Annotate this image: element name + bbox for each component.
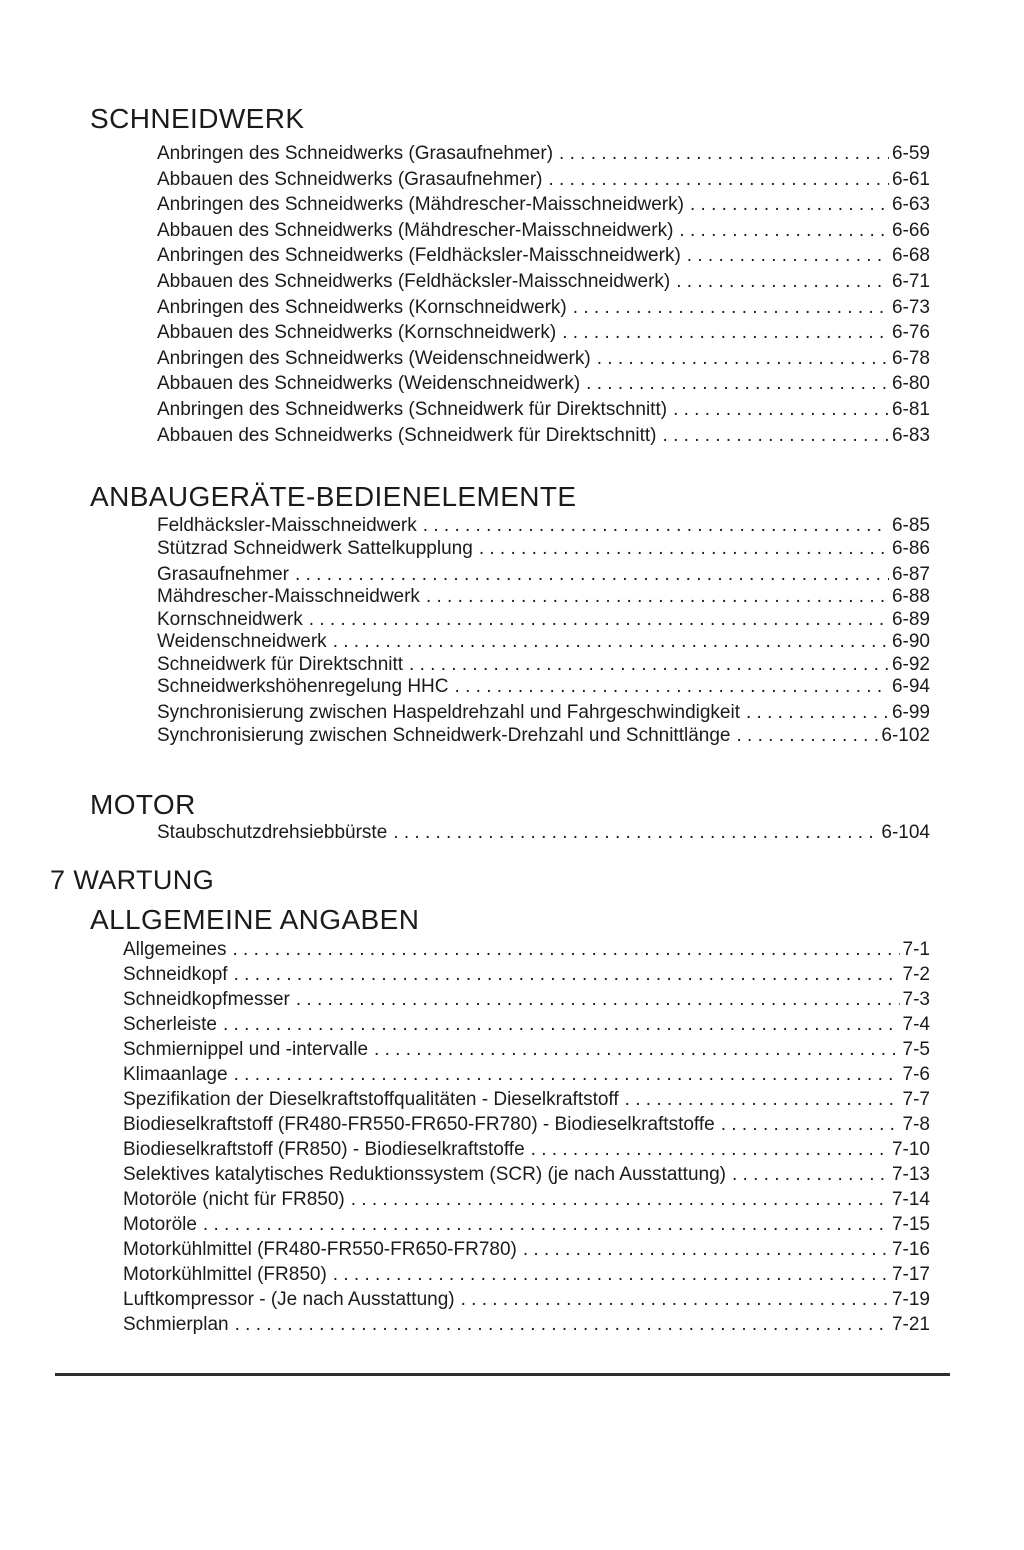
chapter-heading: 7 WARTUNG [50, 864, 215, 895]
toc-entry [157, 243, 930, 269]
entry-page-number: 6-99 [891, 702, 930, 724]
entry-title: Kornschneidwerk [157, 608, 303, 630]
toc-entry [157, 295, 930, 321]
entry-title: Anbringen des Schneidwerks (Schneidwerk für Direktschnitt) [157, 398, 668, 420]
dot-leader [409, 654, 889, 676]
entry-page-number: 7-3 [902, 988, 930, 1010]
entry-page-number: 6-59 [891, 143, 930, 164]
dot-leader [234, 1062, 900, 1087]
dot-leader [746, 702, 889, 724]
entry-page-number: 7-13 [891, 1163, 930, 1185]
entry-page-number: 6-71 [891, 270, 930, 292]
entry-page-number: 6-66 [891, 219, 930, 241]
entry-page-number: 7-2 [902, 963, 930, 985]
dot-leader [295, 564, 889, 586]
dot-leader [548, 167, 888, 193]
entry-title: Allgemeines [123, 938, 227, 960]
section-heading: ALLGEMEINE ANGABEN [90, 903, 420, 935]
toc-entry [123, 1162, 930, 1187]
entry-title: Klimaanlage [123, 1063, 228, 1085]
entry-title: Motoröle (nicht für FR850) [123, 1188, 345, 1210]
entry-title: Biodieselkraftstoff (FR480-FR550-FR650-FR780) - Biodieselkraftstoffe [123, 1113, 715, 1135]
entry-page-number: 7-15 [891, 1213, 930, 1235]
toc-entry [157, 269, 930, 295]
entry-title: Abbauen des Schneidwerks (Schneidwerk für Direktschnitt) [157, 424, 657, 446]
entry-page-number: 7-10 [891, 1138, 930, 1160]
entry-page-number: 7-17 [891, 1263, 930, 1285]
entry-title: Motorkühlmittel (FR850) [123, 1263, 327, 1285]
entry-page-number: 6-78 [891, 347, 930, 369]
entry-title: Spezifikation der Dieselkraftstoffqualitäten - Dieselkraftstoff [123, 1088, 619, 1110]
dot-leader [461, 1287, 889, 1312]
toc-section [0, 865, 1024, 896]
dot-leader [351, 1187, 889, 1212]
entry-page-number: 6-104 [881, 822, 930, 844]
entry-page-number: 6-68 [891, 245, 930, 267]
toc-entry [123, 1062, 930, 1087]
entry-title: Schneidkopfmesser [123, 988, 290, 1010]
entry-title: Schneidwerkshöhenregelung HHC [157, 675, 449, 697]
dot-leader [523, 1237, 889, 1262]
section-heading: ANBAUGERÄTE-BEDIENELEMENTE [90, 481, 577, 513]
entry-page-number: 6-81 [891, 398, 930, 420]
dot-leader [479, 538, 889, 560]
entry-page-number: 6-73 [891, 296, 930, 318]
toc-entry [157, 397, 930, 423]
dot-leader [586, 371, 889, 397]
dot-leader [690, 192, 889, 218]
entry-title: Abbauen des Schneidwerks (Feldhäcksler-Maisschneidwerk) [157, 270, 671, 292]
entry-title: Synchronisierung zwischen Schneidwerk-Drehzahl und Schnittlänge [157, 724, 731, 746]
dot-leader [676, 269, 889, 295]
entry-page-number: 6-87 [891, 563, 930, 585]
toc-entry [157, 564, 930, 586]
toc-entry [157, 654, 930, 676]
dot-leader [625, 1087, 900, 1112]
dot-leader [531, 1137, 889, 1162]
dot-leader [423, 515, 889, 537]
entry-title: Anbringen des Schneidwerks (Kornschneidwerk) [157, 296, 567, 318]
entry-title: Mähdrescher-Maisschneidwerk [157, 586, 420, 608]
toc-entry [157, 167, 930, 193]
toc-entry [123, 1187, 930, 1212]
dot-leader [663, 423, 889, 449]
toc-entry [157, 631, 930, 653]
entry-page-number: 6-86 [891, 537, 930, 559]
toc-entry [157, 371, 930, 397]
toc-entry [123, 1237, 930, 1262]
toc-entry [157, 538, 930, 560]
entry-title: Abbauen des Schneidwerks (Mähdrescher-Maisschneidwerk) [157, 219, 674, 241]
entry-page-number: 6-83 [891, 424, 930, 446]
entry-page-number: 7-16 [891, 1238, 930, 1260]
dot-leader [333, 1262, 889, 1287]
entry-page-number: 6-90 [891, 631, 930, 653]
toc-entry [157, 192, 930, 218]
entry-title: Anbringen des Schneidwerks (Mähdrescher-Maisschneidwerk) [157, 194, 684, 216]
entry-page-number: 7-8 [902, 1113, 930, 1135]
dot-leader [296, 987, 900, 1012]
dot-leader [455, 676, 889, 698]
entry-page-number: 6-92 [891, 653, 930, 675]
dot-leader [721, 1112, 900, 1137]
section-heading: SCHNEIDWERK [90, 103, 305, 134]
manual-toc-page [0, 103, 1024, 1550]
dot-leader [687, 243, 889, 269]
entry-title: Stützrad Schneidwerk Sattelkupplung [157, 537, 473, 559]
dot-leader [309, 609, 889, 631]
entry-title: Motorkühlmittel (FR480-FR550-FR650-FR780) [123, 1238, 517, 1260]
toc-entry [157, 725, 930, 747]
entry-page-number: 6-102 [881, 724, 930, 746]
toc-entry [123, 1112, 930, 1137]
toc-entry [123, 1137, 930, 1162]
entry-title: Abbauen des Schneidwerks (Kornschneidwerk) [157, 322, 557, 344]
toc-entry [123, 987, 930, 1012]
dot-leader [233, 937, 900, 962]
toc-entry [123, 1287, 930, 1312]
toc-entry [123, 937, 930, 962]
entry-page-number: 7-4 [902, 1013, 930, 1035]
dot-leader [673, 397, 889, 423]
toc-entry [123, 962, 930, 987]
dot-leader [426, 586, 889, 608]
entry-title: Anbringen des Schneidwerks (Feldhäcksler-Maisschneidwerk) [157, 245, 681, 267]
entry-page-number: 6-63 [891, 194, 930, 216]
toc-section [0, 904, 1024, 1337]
entry-page-number: 6-88 [891, 586, 930, 608]
entry-page-number: 7-19 [891, 1288, 930, 1310]
toc-entry [123, 1087, 930, 1112]
toc-entry [157, 218, 930, 244]
toc-section [0, 789, 1024, 846]
entry-page-number: 7-1 [902, 938, 930, 960]
dot-leader [393, 820, 878, 846]
entry-title: Staubschutzdrehsiebbürste [157, 822, 388, 844]
entry-page-number: 7-6 [902, 1063, 930, 1085]
toc-entry [157, 676, 930, 698]
entry-page-number: 6-85 [891, 515, 930, 537]
toc-entry [157, 609, 930, 631]
toc-entry [123, 1312, 930, 1337]
toc-entry [157, 586, 930, 608]
entry-page-number: 6-94 [891, 675, 930, 697]
dot-leader [597, 346, 889, 372]
entry-title: Schneidwerk für Direktschnitt [157, 653, 404, 675]
dot-leader [679, 218, 889, 244]
entry-page-number: 7-5 [902, 1038, 930, 1060]
dot-leader [234, 962, 900, 987]
entry-title: Anbringen des Schneidwerks (Weidenschneidwerk) [157, 347, 591, 369]
entry-title: Biodieselkraftstoff (FR850) - Biodieselkraftstoffe [123, 1138, 525, 1160]
entry-page-number: 6-89 [891, 608, 930, 630]
toc-entry [123, 1262, 930, 1287]
toc-entry [157, 702, 930, 724]
entry-title: Motoröle [123, 1213, 197, 1235]
entry-page-number: 6-80 [891, 373, 930, 395]
entry-title: Anbringen des Schneidwerks (Grasaufnehmer) [157, 143, 554, 164]
footer-divider-rule [55, 1373, 950, 1376]
dot-leader [736, 725, 878, 747]
toc-entry [157, 141, 930, 167]
toc-entry [157, 515, 930, 537]
entry-title: Scherleiste [123, 1013, 217, 1035]
entry-title: Selektives katalytisches Reduktionssystem (SCR) (je nach Ausstattung) [123, 1163, 726, 1185]
toc-entry [123, 1212, 930, 1237]
dot-leader [333, 631, 889, 653]
entry-page-number: 7-7 [902, 1088, 930, 1110]
entry-title: Abbauen des Schneidwerks (Grasaufnehmer) [157, 168, 543, 190]
dot-leader [562, 320, 889, 346]
table-of-contents [0, 103, 1024, 1337]
dot-leader [235, 1312, 889, 1337]
entry-page-number: 7-14 [891, 1188, 930, 1210]
entry-title: Abbauen des Schneidwerks (Weidenschneidwerk) [157, 373, 581, 395]
entry-title: Schmiernippel und -intervalle [123, 1038, 369, 1060]
toc-entry [157, 320, 930, 346]
entry-title: Weidenschneidwerk [157, 631, 327, 653]
section-heading: MOTOR [90, 789, 196, 821]
entry-title: Grasaufnehmer [157, 563, 290, 585]
dot-leader [203, 1212, 889, 1237]
toc-entry [157, 346, 930, 372]
entry-title: Synchronisierung zwischen Haspeldrehzahl und Fahrgeschwindigkeit [157, 702, 740, 724]
toc-section [0, 481, 1024, 747]
toc-section [0, 103, 1024, 448]
dot-leader [374, 1037, 900, 1062]
entry-page-number: 7-21 [891, 1313, 930, 1335]
entry-title: Feldhäcksler-Maisschneidwerk [157, 515, 417, 537]
entry-page-number: 6-61 [891, 168, 930, 190]
dot-leader [573, 295, 889, 321]
entry-page-number: 6-76 [891, 322, 930, 344]
entry-title: Schneidkopf [123, 963, 228, 985]
toc-entry [123, 1037, 930, 1062]
toc-entry [157, 820, 930, 846]
entry-title: Luftkompressor - (Je nach Ausstattung) [123, 1288, 455, 1310]
toc-entry [157, 423, 930, 449]
dot-leader [223, 1012, 900, 1037]
toc-entry [123, 1012, 930, 1037]
entry-title: Schmierplan [123, 1313, 229, 1335]
dot-leader [559, 141, 889, 167]
dot-leader [732, 1162, 889, 1187]
